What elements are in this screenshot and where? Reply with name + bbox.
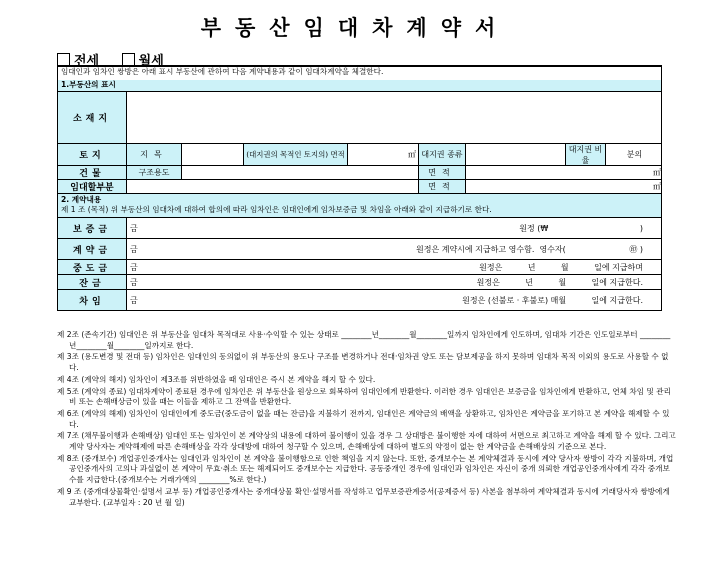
payment-field[interactable]: [127, 290, 663, 310]
payment-prefix: 금: [130, 295, 138, 305]
land-row: [57, 144, 662, 166]
rented-part-label: 임대할부분: [58, 180, 127, 193]
payment-text: 원정은 년 월 일에 지급하며: [479, 262, 643, 272]
building-label: 건물: [58, 166, 127, 179]
intro-text: 임대인과 임차인 쌍방은 아래 표시 부동산에 관하여 다음 계약내용과 같이 임대차계약을 체결한다.: [61, 67, 384, 76]
contract-form: [57, 65, 662, 311]
clause-item: 제 3조 (용도변경 및 전대 등) 임차인은 임대인의 동의없이 위 부동산의 용도나 구조를 변경하거나 전대·임차권 양도 또는 담보제공을 하지 못하며 임대차 목적 이외의 용도로 사용할 수 없다.: [57, 352, 669, 373]
payment-label: 계약금: [58, 239, 127, 259]
option-jeonse[interactable]: 전세: [57, 54, 99, 69]
structure-label: 구조용도: [127, 166, 182, 179]
location-row: [57, 92, 662, 144]
payment-row: [57, 290, 662, 311]
payment-label: 중도금: [58, 260, 127, 274]
clause1-text: 제 1 조 (목적) 위 부동산의 임대차에 대하여 합의에 따라 임차인은 임대인에게 임차보증금 및 차임을 아래와 같이 지급하기로 한다.: [61, 205, 492, 214]
land-area-label: (대지권의 목적인 토지의) 면적: [244, 144, 348, 165]
payment-field[interactable]: [127, 260, 663, 274]
payment-field[interactable]: [127, 239, 663, 259]
section2-row: [57, 194, 662, 218]
payment-row: [57, 275, 662, 290]
section1-row: [57, 80, 662, 92]
structure-field[interactable]: [182, 166, 419, 179]
payment-prefix: 금: [130, 277, 138, 287]
payment-row: [57, 218, 662, 239]
payment-text: 원정은 년 월 일에 지급한다.: [476, 277, 643, 287]
building-row: [57, 166, 662, 180]
clause-item: 제 9 조 (중개대상물확인·설명서 교부 등) 개업공인중개사는 중개대상물 확인·설명서를 작성하고 업무보증관계증서(공제증서 등) 사본을 첨부하여 계약체결과 동시에 거래당사자 쌍방에게 교부한다. (교부일자 : 20 년 월 일): [57, 486, 670, 507]
payment-prefix: 금: [130, 244, 138, 254]
payment-row: [57, 239, 662, 260]
option-wolse[interactable]: 월세: [122, 54, 164, 69]
payment-field[interactable]: [127, 275, 663, 289]
payment-text: 원정은 계약시에 지급하고 영수함. 영수자( ㊞ ): [416, 244, 643, 254]
clause-item: 제 7조 (채무불이행과 손해배상) 임대인 또는 임차인이 본 계약상의 내용에 대하여 불이행이 있을 경우 그 상대방은 불이행한 자에 대하여 서면으로 최고하고 계약을 해제 할 수 있다. 그리고 계약 당사자는 계약해제에 따른 손해배상을 각각 상대방에 대하여 청구할 수 있으며, 손해배상에 대하여 별도의 약정이 없는 한 계약금을 손해배상의 기준으로 본다.: [57, 431, 676, 452]
clause-item: 제 6조 (계약의 해제) 임차인이 임대인에게 중도금(중도금이 없을 때는 잔금)을 지불하기 전까지, 임대인은 계약금의 배액을 상환하고, 임차인은 계약금을 포기하고 본 계약을 해제할 수 있다.: [57, 408, 670, 429]
payment-label: 보증금: [58, 218, 127, 238]
clause-item: 제 8조 (중개보수) 개업공인중개사는 임대인과 임차인이 본 계약을 불이행함으로 인한 책임을 지지 않는다. 또한, 중개보수는 본 계약체결과 동시에 계약 당사자 쌍방이 각각 지불하며, 개업공인중개사의 고의나 과실없이 본 계약이 무효·취소 또는 해제되어도 중개보수는 지급한다. 공동중개인 경우에 임대인과 임차인은 자신이 중개 의뢰한 개업공인중개사에게 각각 중개보수를 지급한다.(중개보수는 거래가액의 ________%로 한다.): [57, 453, 674, 485]
jimok-field[interactable]: [182, 144, 244, 165]
land-right-type-label: 대지권 종류: [419, 144, 466, 165]
land-right-ratio-label: 대지권 비율: [566, 144, 606, 165]
land-area-field[interactable]: [348, 144, 419, 165]
payment-prefix: 금: [130, 262, 138, 272]
section1-heading: 1.부동산의 표시: [61, 80, 116, 89]
document-title: 부동산임대차계약서: [200, 16, 510, 40]
jimok-label: 지목: [127, 144, 182, 165]
land-right-type-field[interactable]: [466, 144, 566, 165]
building-area-label: 면적: [419, 166, 466, 179]
payments-table: [57, 218, 662, 311]
payment-text: 원정 (₩ ): [519, 223, 643, 233]
land-label: 토지: [58, 144, 127, 165]
rented-part-row: [57, 180, 662, 194]
clause-item: 제 4조 (계약의 해지) 임차인이 제3조를 위반하였을 때 임대인은 즉시 본 계약을 해지 할 수 있다.: [57, 374, 376, 384]
location-label: 소재지: [58, 92, 127, 143]
building-area-field[interactable]: ㎡: [653, 168, 661, 177]
payment-label: 잔금: [58, 275, 127, 289]
payment-field[interactable]: [127, 218, 663, 238]
section2-heading: 2. 계약내용: [61, 195, 102, 204]
payment-row: [57, 260, 662, 275]
rented-area-field[interactable]: ㎡: [653, 182, 661, 191]
payment-label: 차임: [58, 290, 127, 310]
rented-area-label: 면적: [419, 180, 466, 193]
clauses-list: [57, 330, 677, 509]
sqm-unit: ㎡: [408, 150, 416, 159]
payment-text: 원정은 (선불로 · 후불로) 매월 일에 지급한다.: [462, 295, 643, 305]
clause-item: 제 2조 (존속기간) 임대인은 위 부동산을 임대차 목적대로 사용·수익할 수 있는 상태로 ________년________월________일까지 임차인에게 인도하며, 임대차 기간은 인도일로부터 ________년________월________일까지로 한다.: [57, 330, 671, 350]
ratio-field[interactable]: 분의: [626, 150, 643, 159]
rented-part-field[interactable]: [127, 180, 419, 193]
intro-row: [57, 67, 662, 80]
payment-prefix: 금: [130, 223, 138, 233]
clause-item: 제 5조 (계약의 종료) 임대차계약이 종료된 경우에 임차인은 위 부동산을 원상으로 회복하여 임대인에게 반환한다. 이러한 경우 임대인은 보증금을 임차인에게 반환하고, 연체 차임 및 관리비 또는 손해배상금이 있을 때는 이들을 제하고 그 잔액을 반환한다.: [57, 386, 671, 407]
location-field[interactable]: [127, 92, 663, 143]
